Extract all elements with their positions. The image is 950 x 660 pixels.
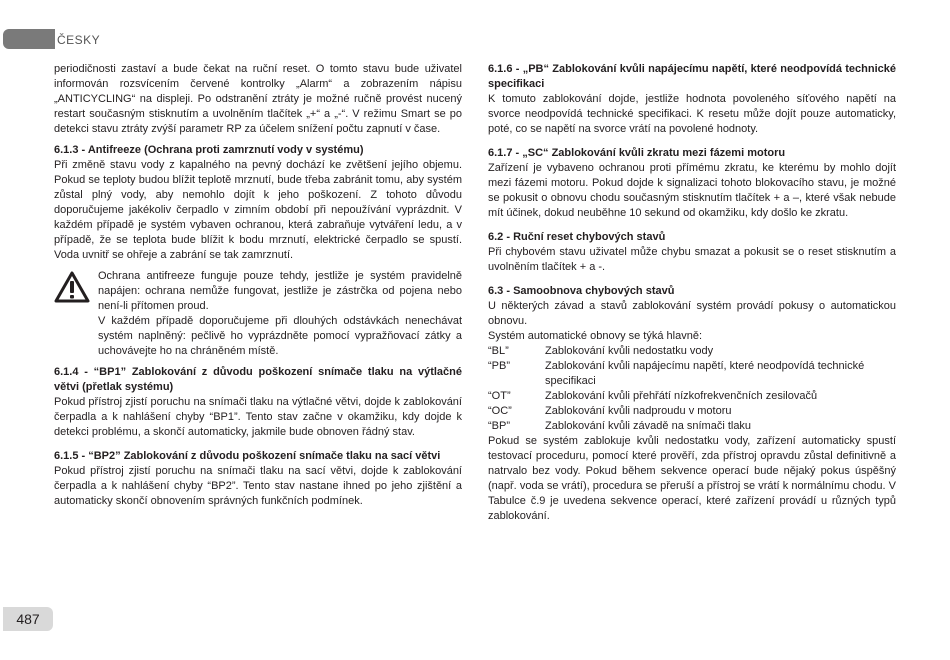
error-description: Zablokování kvůli napájecímu napětí, které neodpovídá technické specifikaci — [545, 360, 865, 387]
page-number: 487 — [3, 607, 53, 631]
error-code: “OT” — [488, 390, 511, 402]
language-label: ČESKY — [57, 33, 101, 47]
heading-6-1-4: 6.1.4 - “BP1” Zablokování z důvodu poškození snímače tlaku na výtlačné větvi (přetlak systému) — [54, 366, 462, 393]
error-code-list — [488, 344, 896, 434]
paragraph-6-3-list-intro: Systém automatické obnovy se týká hlavně: — [488, 330, 702, 342]
list-item — [488, 359, 896, 389]
error-description: Zablokování kvůli přehřátí nízkofrekvenčních zesilovačů — [545, 390, 818, 402]
error-description: Zablokování kvůli nedostatku vody — [545, 345, 714, 357]
heading-6-3: 6.3 - Samoobnova chybových stavů — [488, 285, 675, 297]
paragraph-anticycling: periodičnosti zastaví a bude čekat na ruční reset. O tomto stavu bude uživatel informován rozsvícením červené kontrolky „Alarm“ a zobrazením nápisu „ANTICYCLING“ na displeji. Po odstranění ztráty je možné ručně provést nucený restart současným stisknutím a uvolněním tlačítek „+“ a „-“. V režimu Smart se po detekci stavu ztráty zvýší parametr RP za účelem snížení počtu zapnutí v čase. — [54, 63, 462, 135]
right-column — [488, 62, 896, 524]
paragraph-6-3-body: Pokud se systém zablokuje kvůli nedostatku vody, zařízení automaticky spustí testovací proceduru, pomocí které prověří, zda přístroj opravdu zůstal definitivně a natrvalo bez vody. Pokud během sekvence operací bude nějaký pokus úspěšný (např. voda se vrátí), procedura se přeruší a přístroj se vrátí k normálnímu chodu. V Tabulce č.9 je uvedena sekvence operací, které zařízení provádí u různých typů zablokování. — [488, 435, 896, 522]
error-code: “PB” — [488, 360, 510, 372]
heading-6-1-6: 6.1.6 - „PB“ Zablokování kvůli napájecímu napětí, které neodpovídá technické specifikaci — [488, 63, 896, 90]
language-tab — [3, 29, 55, 49]
warning-triangle-icon — [54, 269, 94, 359]
heading-6-1-7: 6.1.7 - „SC“ Zablokování kvůli zkratu mezi fázemi motoru — [488, 147, 786, 159]
warning-note — [54, 269, 462, 359]
paragraph-6-1-4: Pokud přístroj zjistí poruchu na snímači tlaku na výtlačné větvi, dojde k zablokování čerpadla a k nahlášení chyby “BP1”. Tento stav začne v okamžiku, kdy dojde k detekci problému, a skončí automaticky, jakmile bude obnoven řádný stav. — [54, 396, 462, 438]
heading-6-1-3: 6.1.3 - Antifreeze (Ochrana proti zamrznutí vody v systému) — [54, 144, 364, 156]
paragraph-6-1-6: K tomuto zablokování dojde, jestliže hodnota povoleného síťového napětí na svorce neodpovídá technické specifikaci. K resetu může dojít pouze automaticky, poté, co se napětí na svorce vrátí na povolené hodnoty. — [488, 93, 896, 135]
list-item — [488, 344, 896, 359]
list-item — [488, 389, 896, 404]
paragraph-6-3-intro: U některých závad a stavů zablokování systém provádí pokusy o automatickou obnovu. — [488, 300, 896, 327]
paragraph-6-1-3: Při změně stavu vody z kapalného na pevný dochází ke zvětšení jejího objemu. Pokud se teploty budou blížit teplotě mrznutí, bude třeba zabránit tomu, aby systém zůstal plný vody, aby nemohlo dojít k jeho poškození. Z tohoto důvodu doporučujeme jakékoliv čerpadlo v zimním období při nepoužívání vyprázdnit. V každém případě je systém vybaven ochranou, která zabraňuje vytváření ledu, a v případě, že se teplota bude blížit k bodu mrznutí, elektrické čerpadlo se spustí. Voda uvnitř se ohřeje a zabrání se tak zamrznutí. — [54, 159, 462, 261]
error-code: “OC” — [488, 405, 512, 417]
list-item — [488, 404, 896, 419]
left-column — [54, 62, 462, 509]
paragraph-6-1-7: Zařízení je vybaveno ochranou proti přímému zkratu, ke kterému by mohlo dojít mezi fázemi motoru. Pokud dojde k signalizaci tohoto blokovacího stavu, je možné se pokusit o obnovu chodu současným stisknutím tlačítek + a –, které však nebude mít účinek, dokud neuběhne 10 sekund od okamžiku, kdy došlo ke zkratu. — [488, 162, 896, 219]
warning-text-1: Ochrana antifreeze funguje pouze tehdy, jestliže je systém pravidelně napájen: ochrana nemůže fungovat, jestliže je zástrčka od pojena nebo není-li přítomen proud. — [98, 270, 462, 312]
error-code: “BP” — [488, 420, 510, 432]
warning-text-2: V každém případě doporučujeme při dlouhých odstávkách nenechávat systém naplněný: pečlivě ho vyprázdněte pomocí vypražňovací zátky a uchovávejte ho na chráněném místě. — [98, 315, 462, 357]
error-description: Zablokování kvůli nadproudu v motoru — [545, 405, 732, 417]
heading-6-1-5: 6.1.5 - “BP2” Zablokování z důvodu poškození snímače tlaku na sací větvi — [54, 450, 441, 462]
error-description: Zablokování kvůli závadě na snímači tlaku — [545, 420, 752, 432]
list-item — [488, 419, 896, 434]
paragraph-6-1-5: Pokud přístroj zjistí poruchu na snímači tlaku na sací větvi, dojde k zablokování čerpadla a k nahlášení chyby “BP2”. Tento stav nastane ihned po jeho zjištění a automaticky skončí obnovením správných funkčních podmínek. — [54, 465, 462, 507]
error-code: “BL” — [488, 345, 509, 357]
paragraph-6-2: Při chybovém stavu uživatel může chybu smazat a pokusit se o reset stisknutím a uvolněním tlačítek + a -. — [488, 246, 896, 273]
heading-6-2: 6.2 - Ruční reset chybových stavů — [488, 231, 666, 243]
